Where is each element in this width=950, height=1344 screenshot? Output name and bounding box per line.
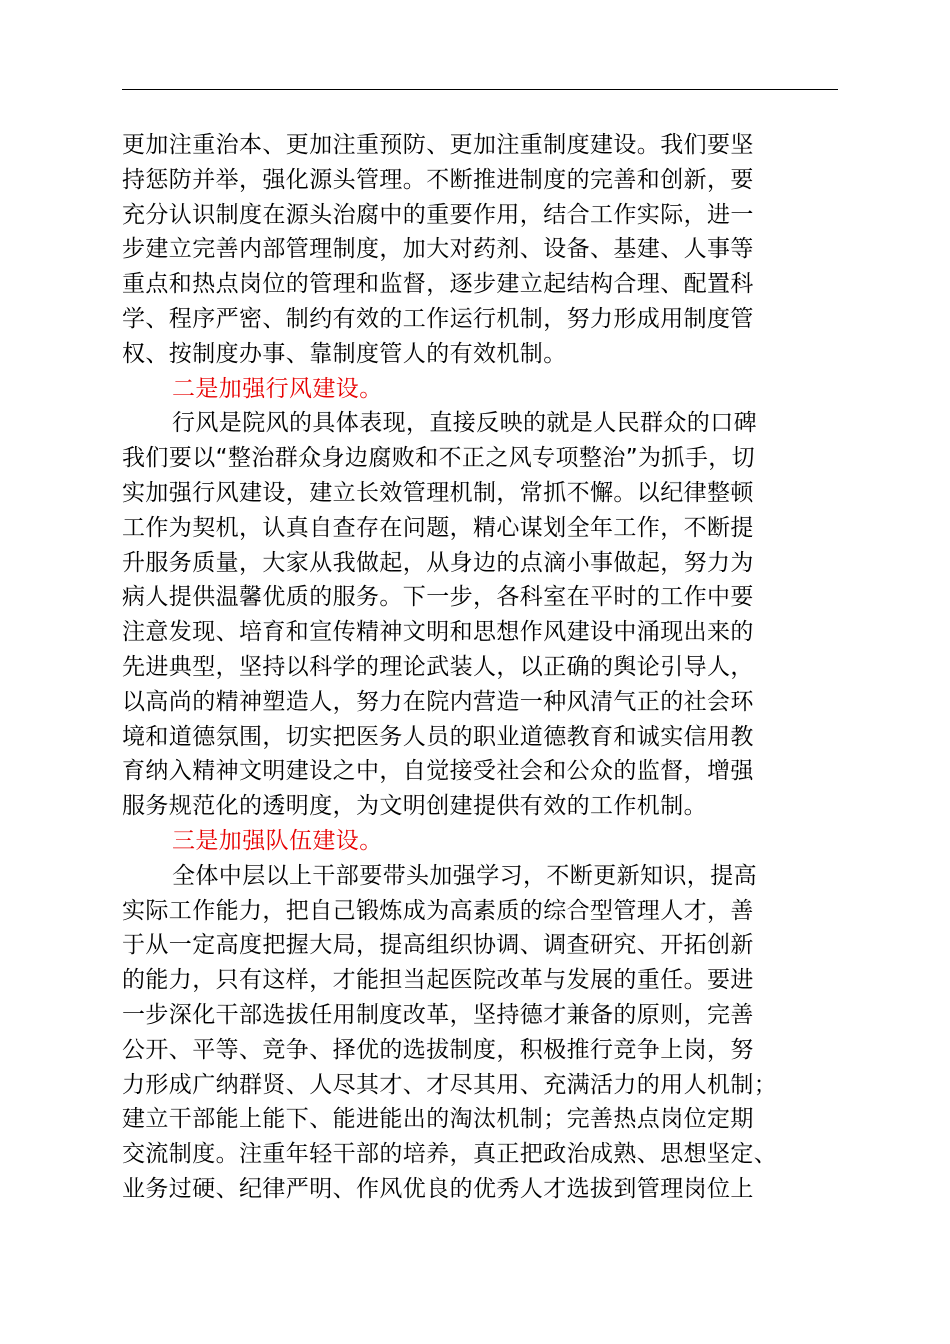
body-line: 步建立完善内部管理制度，加大对药剂、设备、基建、人事等: [122, 236, 754, 263]
body-line: 育纳入精神文明建设之中，自觉接受社会和公众的监督，增强: [122, 758, 754, 785]
section-heading-conduct: 二是加强行风建设。: [172, 375, 383, 402]
body-line: 以高尚的精神塑造人，努力在院内营造一种风清气正的社会环: [122, 688, 754, 715]
body-line: 权、按制度办事、靠制度管人的有效机制。: [122, 340, 567, 367]
section-heading-team: 三是加强队伍建设。: [172, 827, 383, 854]
body-line: 公开、平等、竞争、择优的选拔制度，积极推行竞争上岗，努: [122, 1036, 754, 1063]
body-line: 注意发现、培育和宣传精神文明和思想作风建设中涌现出来的: [122, 619, 754, 646]
body-line: 我们要以“整治群众身边腐败和不正之风专项整治”为抓手，切: [122, 445, 756, 472]
paragraph-first-line: 行风是院风的具体表现，直接反映的就是人民群众的口碑: [172, 410, 757, 437]
body-line: 重点和热点岗位的管理和监督，逐步建立起结构合理、配置科: [122, 271, 754, 298]
paragraph-first-line: 全体中层以上干部要带头加强学习，不断更新知识，提高: [172, 862, 757, 889]
body-line: 实加强行风建设，建立长效管理机制，常抓不懈。以纪律整顿: [122, 479, 754, 506]
body-line: 交流制度。注重年轻干部的培养，真正把政治成熟、思想坚定、: [122, 1141, 778, 1168]
body-line: 更加注重治本、更加注重预防、更加注重制度建设。我们要坚: [122, 132, 754, 158]
body-line: 工作为契机，认真自查存在问题，精心谋划全年工作，不断提: [122, 514, 754, 541]
body-line: 实际工作能力，把自己锻炼成为高素质的综合型管理人才，善: [122, 897, 754, 924]
body-line: 升服务质量，大家从我做起，从身边的点滴小事做起，努力为: [122, 549, 754, 576]
body-line: 境和道德氛围，切实把医务人员的职业道德教育和诚实信用教: [122, 723, 754, 750]
body-line: 充分认识制度在源头治腐中的重要作用，结合工作实际，进一: [122, 201, 754, 228]
body-line: 先进典型，坚持以科学的理论武装人，以正确的舆论引导人，: [122, 653, 754, 680]
document-body: [122, 128, 838, 1207]
body-line: 业务过硬、纪律严明、作风优良的优秀人才选拔到管理岗位上: [122, 1175, 754, 1202]
body-line: 服务规范化的透明度，为文明创建提供有效的工作机制。: [122, 793, 707, 820]
body-line: 力形成广纳群贤、人尽其才、才尽其用、充满活力的用人机制；: [122, 1071, 778, 1098]
body-line: 一步深化干部选拔任用制度改革，坚持德才兼备的原则，完善: [122, 1001, 754, 1028]
body-line: 于从一定高度把握大局，提高组织协调、调查研究、开拓创新: [122, 932, 754, 959]
body-line: 学、程序严密、制约有效的工作运行机制，努力形成用制度管: [122, 305, 754, 332]
body-line: 持惩防并举，强化源头管理。不断推进制度的完善和创新，要: [122, 166, 754, 193]
body-line: 病人提供温馨优质的服务。下一步，各科室在平时的工作中要: [122, 584, 754, 611]
body-line: 建立干部能上能下、能进能出的淘汰机制；完善热点岗位定期: [122, 1106, 754, 1133]
body-line: 的能力，只有这样，才能担当起医院改革与发展的重任。要进: [122, 967, 754, 994]
header-rule: [122, 89, 838, 90]
